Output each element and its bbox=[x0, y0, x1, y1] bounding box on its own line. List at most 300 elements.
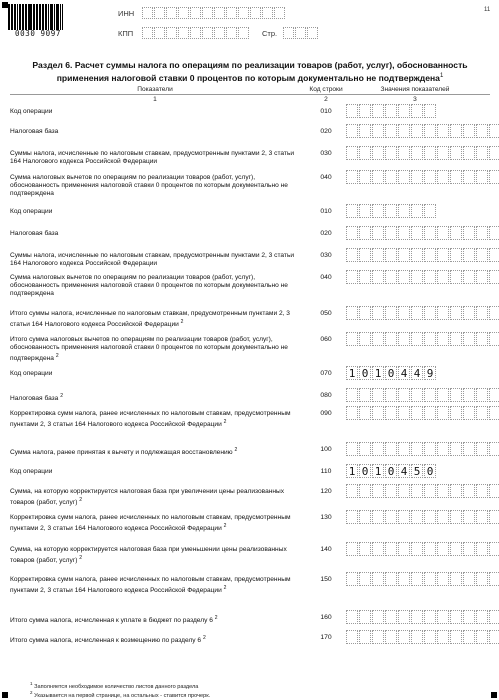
value-field-060[interactable] bbox=[346, 332, 499, 346]
value-field-170[interactable] bbox=[346, 630, 499, 644]
value-cell[interactable] bbox=[359, 610, 371, 624]
value-cell[interactable] bbox=[450, 542, 462, 556]
value-cell[interactable] bbox=[372, 204, 384, 218]
value-cell[interactable] bbox=[411, 572, 423, 586]
value-cell[interactable] bbox=[476, 610, 488, 624]
value-cell[interactable] bbox=[372, 146, 384, 160]
value-cell[interactable] bbox=[476, 442, 488, 456]
value-field-110[interactable] bbox=[346, 464, 437, 478]
value-cell[interactable] bbox=[346, 388, 358, 402]
value-cell[interactable] bbox=[398, 248, 410, 262]
value-cell[interactable] bbox=[424, 510, 436, 524]
value-cell[interactable] bbox=[346, 332, 358, 346]
value-cell[interactable] bbox=[489, 510, 499, 524]
value-cell[interactable] bbox=[411, 270, 423, 284]
value-cell[interactable] bbox=[463, 270, 475, 284]
value-cell[interactable] bbox=[489, 388, 499, 402]
value-cell[interactable] bbox=[450, 610, 462, 624]
value-cell[interactable] bbox=[346, 204, 358, 218]
char-cell[interactable] bbox=[166, 27, 177, 39]
value-cell[interactable]: 9 bbox=[424, 366, 436, 380]
value-cell[interactable] bbox=[398, 388, 410, 402]
value-cell[interactable] bbox=[398, 484, 410, 498]
value-cell[interactable] bbox=[346, 484, 358, 498]
value-cell[interactable] bbox=[424, 542, 436, 556]
value-cell[interactable] bbox=[372, 104, 384, 118]
value-cell[interactable] bbox=[346, 510, 358, 524]
value-cell[interactable] bbox=[437, 270, 449, 284]
line-code: 100 bbox=[320, 446, 332, 453]
value-cell[interactable] bbox=[476, 510, 488, 524]
value-cell[interactable] bbox=[424, 610, 436, 624]
value-cell[interactable] bbox=[424, 306, 436, 320]
kpp-field[interactable] bbox=[142, 27, 250, 39]
value-field-020[interactable] bbox=[346, 226, 499, 240]
value-cell[interactable] bbox=[372, 332, 384, 346]
value-cell[interactable] bbox=[437, 610, 449, 624]
value-cell[interactable] bbox=[424, 146, 436, 160]
value-cell[interactable] bbox=[450, 226, 462, 240]
value-cell[interactable] bbox=[489, 270, 499, 284]
value-cell[interactable] bbox=[372, 306, 384, 320]
value-cell[interactable] bbox=[424, 484, 436, 498]
value-field-040[interactable] bbox=[346, 170, 499, 184]
value-cell[interactable] bbox=[398, 442, 410, 456]
value-cell[interactable] bbox=[476, 226, 488, 240]
value-cell[interactable] bbox=[385, 124, 397, 138]
value-cell[interactable] bbox=[489, 332, 499, 346]
value-cell[interactable] bbox=[463, 332, 475, 346]
value-cell[interactable] bbox=[437, 248, 449, 262]
value-cell[interactable]: 1 bbox=[372, 366, 384, 380]
value-cell[interactable] bbox=[398, 104, 410, 118]
barcode-bar bbox=[45, 4, 47, 30]
value-cell[interactable] bbox=[450, 270, 462, 284]
value-cell[interactable] bbox=[346, 270, 358, 284]
value-cell[interactable] bbox=[476, 270, 488, 284]
value-cell[interactable] bbox=[398, 630, 410, 644]
value-cell[interactable] bbox=[437, 630, 449, 644]
value-cell[interactable] bbox=[450, 248, 462, 262]
value-cell[interactable] bbox=[411, 204, 423, 218]
char-cell[interactable] bbox=[154, 27, 165, 39]
value-cell[interactable] bbox=[476, 388, 488, 402]
value-cell[interactable] bbox=[359, 270, 371, 284]
value-cell[interactable] bbox=[398, 572, 410, 586]
value-cell[interactable] bbox=[372, 442, 384, 456]
value-cell[interactable] bbox=[359, 406, 371, 420]
value-cell[interactable] bbox=[359, 124, 371, 138]
value-cell[interactable] bbox=[463, 170, 475, 184]
value-cell[interactable] bbox=[489, 484, 499, 498]
value-cell[interactable] bbox=[385, 332, 397, 346]
value-cell[interactable] bbox=[372, 124, 384, 138]
value-field-120[interactable] bbox=[346, 484, 499, 498]
value-field-090[interactable] bbox=[346, 406, 499, 420]
value-field-080[interactable] bbox=[346, 388, 499, 402]
value-cell[interactable] bbox=[398, 510, 410, 524]
value-cell[interactable] bbox=[346, 104, 358, 118]
value-field-100[interactable] bbox=[346, 442, 499, 456]
line-code: 110 bbox=[320, 468, 332, 475]
value-cell[interactable] bbox=[398, 306, 410, 320]
barcode-bar bbox=[57, 4, 59, 30]
value-cell[interactable] bbox=[411, 226, 423, 240]
line-code: 070 bbox=[320, 370, 332, 377]
value-cell[interactable] bbox=[463, 306, 475, 320]
value-cell[interactable] bbox=[437, 170, 449, 184]
value-cell[interactable] bbox=[450, 572, 462, 586]
value-cell[interactable] bbox=[476, 248, 488, 262]
value-cell[interactable]: 0 bbox=[424, 464, 436, 478]
value-cell[interactable] bbox=[476, 406, 488, 420]
value-cell[interactable] bbox=[424, 630, 436, 644]
value-cell[interactable] bbox=[424, 226, 436, 240]
value-cell[interactable] bbox=[346, 226, 358, 240]
value-cell[interactable] bbox=[437, 146, 449, 160]
value-cell[interactable] bbox=[463, 442, 475, 456]
value-cell[interactable] bbox=[476, 332, 488, 346]
value-cell[interactable] bbox=[476, 170, 488, 184]
value-cell[interactable] bbox=[463, 572, 475, 586]
value-cell[interactable] bbox=[398, 542, 410, 556]
value-cell[interactable] bbox=[437, 484, 449, 498]
value-cell[interactable] bbox=[463, 226, 475, 240]
value-cell[interactable] bbox=[372, 170, 384, 184]
inn-field[interactable] bbox=[142, 7, 286, 19]
value-cell[interactable] bbox=[372, 630, 384, 644]
value-cell[interactable] bbox=[476, 306, 488, 320]
value-cell[interactable] bbox=[398, 146, 410, 160]
value-cell[interactable] bbox=[437, 332, 449, 346]
value-field-010[interactable] bbox=[346, 104, 437, 118]
char-cell[interactable] bbox=[190, 7, 201, 19]
value-cell[interactable] bbox=[346, 630, 358, 644]
value-cell[interactable] bbox=[372, 510, 384, 524]
value-cell[interactable] bbox=[424, 270, 436, 284]
value-cell[interactable] bbox=[359, 510, 371, 524]
value-cell[interactable] bbox=[398, 406, 410, 420]
char-cell[interactable] bbox=[142, 7, 153, 19]
value-cell[interactable] bbox=[476, 630, 488, 644]
value-cell[interactable] bbox=[450, 484, 462, 498]
value-cell[interactable] bbox=[463, 124, 475, 138]
value-cell[interactable] bbox=[359, 484, 371, 498]
char-cell[interactable] bbox=[274, 7, 285, 19]
value-cell[interactable] bbox=[424, 406, 436, 420]
value-cell[interactable] bbox=[359, 170, 371, 184]
value-cell[interactable] bbox=[372, 406, 384, 420]
value-cell[interactable]: 1 bbox=[346, 366, 358, 380]
value-cell[interactable]: 4 bbox=[411, 366, 423, 380]
value-cell[interactable]: 0 bbox=[385, 464, 397, 478]
value-cell[interactable]: 0 bbox=[359, 464, 371, 478]
value-cell[interactable] bbox=[359, 542, 371, 556]
value-cell[interactable] bbox=[359, 630, 371, 644]
value-cell[interactable] bbox=[372, 270, 384, 284]
char-cell[interactable] bbox=[226, 7, 237, 19]
value-cell[interactable] bbox=[489, 442, 499, 456]
char-cell[interactable] bbox=[142, 27, 153, 39]
value-cell[interactable] bbox=[424, 388, 436, 402]
value-cell[interactable] bbox=[398, 226, 410, 240]
value-cell[interactable] bbox=[372, 542, 384, 556]
value-cell[interactable] bbox=[385, 104, 397, 118]
value-cell[interactable] bbox=[385, 306, 397, 320]
value-cell[interactable] bbox=[346, 248, 358, 262]
value-cell[interactable] bbox=[411, 610, 423, 624]
header-divider bbox=[10, 94, 490, 95]
value-cell[interactable] bbox=[385, 170, 397, 184]
char-cell[interactable] bbox=[178, 7, 189, 19]
value-field-020[interactable] bbox=[346, 124, 499, 138]
col-indicators-num: 1 bbox=[153, 96, 157, 103]
value-cell[interactable] bbox=[489, 630, 499, 644]
value-cell[interactable] bbox=[463, 630, 475, 644]
value-cell[interactable] bbox=[385, 542, 397, 556]
value-cell[interactable] bbox=[411, 104, 423, 118]
value-cell[interactable] bbox=[359, 146, 371, 160]
value-cell[interactable] bbox=[346, 442, 358, 456]
value-cell[interactable] bbox=[463, 406, 475, 420]
value-cell[interactable] bbox=[437, 226, 449, 240]
section-title bbox=[20, 60, 480, 84]
char-cell[interactable] bbox=[226, 27, 237, 39]
value-cell[interactable] bbox=[424, 248, 436, 262]
value-cell[interactable] bbox=[411, 510, 423, 524]
value-cell[interactable] bbox=[359, 306, 371, 320]
value-cell[interactable] bbox=[411, 442, 423, 456]
value-cell[interactable] bbox=[411, 124, 423, 138]
value-cell[interactable] bbox=[372, 388, 384, 402]
value-cell[interactable] bbox=[463, 542, 475, 556]
value-cell[interactable] bbox=[463, 510, 475, 524]
value-field-150[interactable] bbox=[346, 572, 499, 586]
value-cell[interactable] bbox=[450, 510, 462, 524]
value-cell[interactable] bbox=[437, 406, 449, 420]
char-cell[interactable] bbox=[202, 7, 213, 19]
char-cell[interactable] bbox=[166, 7, 177, 19]
value-cell[interactable] bbox=[359, 388, 371, 402]
value-cell[interactable] bbox=[463, 484, 475, 498]
value-cell[interactable] bbox=[424, 204, 436, 218]
char-cell[interactable] bbox=[214, 7, 225, 19]
value-cell[interactable] bbox=[489, 610, 499, 624]
value-cell[interactable] bbox=[346, 170, 358, 184]
row-label bbox=[10, 488, 300, 508]
value-cell[interactable] bbox=[359, 332, 371, 346]
value-cell[interactable] bbox=[450, 146, 462, 160]
value-cell[interactable] bbox=[346, 572, 358, 586]
char-cell[interactable] bbox=[202, 27, 213, 39]
value-field-140[interactable] bbox=[346, 542, 499, 556]
value-cell[interactable] bbox=[385, 226, 397, 240]
value-cell[interactable] bbox=[372, 572, 384, 586]
value-cell[interactable] bbox=[424, 442, 436, 456]
char-cell[interactable] bbox=[190, 27, 201, 39]
registration-mark bbox=[2, 692, 8, 698]
value-field-070[interactable] bbox=[346, 366, 437, 380]
value-cell[interactable] bbox=[489, 226, 499, 240]
char-cell[interactable] bbox=[262, 7, 273, 19]
value-cell[interactable]: 5 bbox=[411, 464, 423, 478]
value-cell[interactable] bbox=[450, 170, 462, 184]
value-cell[interactable] bbox=[346, 306, 358, 320]
value-field-030[interactable] bbox=[346, 248, 499, 262]
value-cell[interactable] bbox=[437, 542, 449, 556]
value-cell[interactable] bbox=[372, 484, 384, 498]
value-cell[interactable] bbox=[411, 146, 423, 160]
value-cell[interactable] bbox=[385, 510, 397, 524]
footnote-ref: 2 bbox=[202, 635, 206, 641]
value-cell[interactable] bbox=[450, 442, 462, 456]
value-cell[interactable] bbox=[398, 170, 410, 184]
value-cell[interactable] bbox=[398, 204, 410, 218]
value-cell[interactable] bbox=[346, 406, 358, 420]
value-cell[interactable] bbox=[385, 146, 397, 160]
value-cell[interactable] bbox=[346, 146, 358, 160]
value-cell[interactable] bbox=[489, 572, 499, 586]
value-cell[interactable]: 4 bbox=[398, 464, 410, 478]
value-cell[interactable] bbox=[437, 442, 449, 456]
value-cell[interactable] bbox=[463, 610, 475, 624]
value-cell[interactable] bbox=[450, 332, 462, 346]
value-cell[interactable] bbox=[411, 248, 423, 262]
value-cell[interactable] bbox=[385, 442, 397, 456]
value-cell[interactable]: 0 bbox=[385, 366, 397, 380]
value-cell[interactable] bbox=[359, 104, 371, 118]
value-cell[interactable] bbox=[398, 610, 410, 624]
row-label bbox=[10, 108, 300, 116]
char-cell[interactable] bbox=[283, 27, 294, 39]
value-cell[interactable] bbox=[385, 484, 397, 498]
value-cell[interactable] bbox=[398, 270, 410, 284]
value-cell[interactable] bbox=[359, 442, 371, 456]
char-cell[interactable] bbox=[214, 27, 225, 39]
char-cell[interactable] bbox=[250, 7, 261, 19]
value-cell[interactable] bbox=[411, 406, 423, 420]
value-cell[interactable] bbox=[372, 610, 384, 624]
row-label-text: Итого сумма налога, исчисленная к возмещению по разделу 6 bbox=[10, 637, 202, 645]
barcode-bar bbox=[62, 4, 63, 30]
char-cell[interactable] bbox=[238, 7, 249, 19]
value-cell[interactable] bbox=[346, 542, 358, 556]
value-cell[interactable] bbox=[489, 406, 499, 420]
value-cell[interactable] bbox=[424, 572, 436, 586]
value-cell[interactable] bbox=[411, 332, 423, 346]
value-cell[interactable] bbox=[424, 124, 436, 138]
value-cell[interactable] bbox=[411, 542, 423, 556]
value-cell[interactable] bbox=[437, 388, 449, 402]
row-label bbox=[10, 208, 300, 216]
char-cell[interactable] bbox=[238, 27, 249, 39]
value-cell[interactable] bbox=[385, 388, 397, 402]
value-cell[interactable] bbox=[463, 146, 475, 160]
value-field-130[interactable] bbox=[346, 510, 499, 524]
value-cell[interactable] bbox=[411, 306, 423, 320]
value-field-160[interactable] bbox=[346, 610, 499, 624]
value-cell[interactable]: 1 bbox=[346, 464, 358, 478]
footnote bbox=[30, 690, 210, 699]
value-cell[interactable] bbox=[424, 170, 436, 184]
value-cell[interactable] bbox=[359, 226, 371, 240]
value-cell[interactable] bbox=[359, 204, 371, 218]
char-cell[interactable] bbox=[295, 27, 306, 39]
value-cell[interactable] bbox=[372, 226, 384, 240]
value-field-050[interactable] bbox=[346, 306, 499, 320]
value-cell[interactable] bbox=[489, 170, 499, 184]
value-field-030[interactable] bbox=[346, 146, 499, 160]
char-cell[interactable] bbox=[154, 7, 165, 19]
value-cell[interactable] bbox=[489, 248, 499, 262]
value-cell[interactable] bbox=[385, 204, 397, 218]
value-cell[interactable] bbox=[385, 610, 397, 624]
value-cell[interactable] bbox=[450, 406, 462, 420]
value-cell[interactable] bbox=[398, 124, 410, 138]
value-cell[interactable] bbox=[346, 610, 358, 624]
value-cell[interactable]: 0 bbox=[359, 366, 371, 380]
value-cell[interactable] bbox=[450, 124, 462, 138]
value-cell[interactable] bbox=[346, 124, 358, 138]
value-cell[interactable]: 1 bbox=[372, 464, 384, 478]
value-cell[interactable] bbox=[476, 146, 488, 160]
value-cell[interactable] bbox=[450, 630, 462, 644]
row-label bbox=[10, 274, 300, 299]
value-cell[interactable] bbox=[450, 306, 462, 320]
value-cell[interactable] bbox=[489, 146, 499, 160]
value-cell[interactable] bbox=[385, 406, 397, 420]
value-cell[interactable] bbox=[489, 542, 499, 556]
row-label-text: Налоговая база bbox=[10, 395, 59, 403]
barcode-bar bbox=[51, 4, 53, 30]
value-cell[interactable] bbox=[411, 388, 423, 402]
value-cell[interactable] bbox=[359, 572, 371, 586]
value-cell[interactable] bbox=[372, 248, 384, 262]
value-field-040[interactable] bbox=[346, 270, 499, 284]
value-cell[interactable] bbox=[437, 306, 449, 320]
value-cell[interactable] bbox=[437, 572, 449, 586]
value-cell[interactable]: 4 bbox=[398, 366, 410, 380]
value-cell[interactable] bbox=[385, 630, 397, 644]
value-cell[interactable] bbox=[476, 124, 488, 138]
line-code: 010 bbox=[320, 108, 332, 115]
value-cell[interactable] bbox=[424, 332, 436, 346]
value-cell[interactable] bbox=[489, 306, 499, 320]
value-cell[interactable] bbox=[476, 542, 488, 556]
value-cell[interactable] bbox=[424, 104, 436, 118]
value-cell[interactable] bbox=[463, 248, 475, 262]
value-cell[interactable] bbox=[385, 270, 397, 284]
value-cell[interactable] bbox=[385, 248, 397, 262]
value-cell[interactable] bbox=[437, 124, 449, 138]
value-cell[interactable] bbox=[437, 510, 449, 524]
char-cell[interactable] bbox=[307, 27, 318, 39]
value-cell[interactable] bbox=[385, 572, 397, 586]
value-cell[interactable] bbox=[411, 484, 423, 498]
value-cell[interactable] bbox=[359, 248, 371, 262]
char-cell[interactable] bbox=[178, 27, 189, 39]
value-cell[interactable] bbox=[398, 332, 410, 346]
value-field-010[interactable] bbox=[346, 204, 437, 218]
value-cell[interactable] bbox=[463, 388, 475, 402]
value-cell[interactable] bbox=[411, 170, 423, 184]
value-cell[interactable] bbox=[476, 484, 488, 498]
value-cell[interactable] bbox=[411, 630, 423, 644]
value-cell[interactable] bbox=[450, 388, 462, 402]
value-cell[interactable] bbox=[476, 572, 488, 586]
page-field[interactable] bbox=[283, 27, 319, 39]
value-cell[interactable] bbox=[489, 124, 499, 138]
